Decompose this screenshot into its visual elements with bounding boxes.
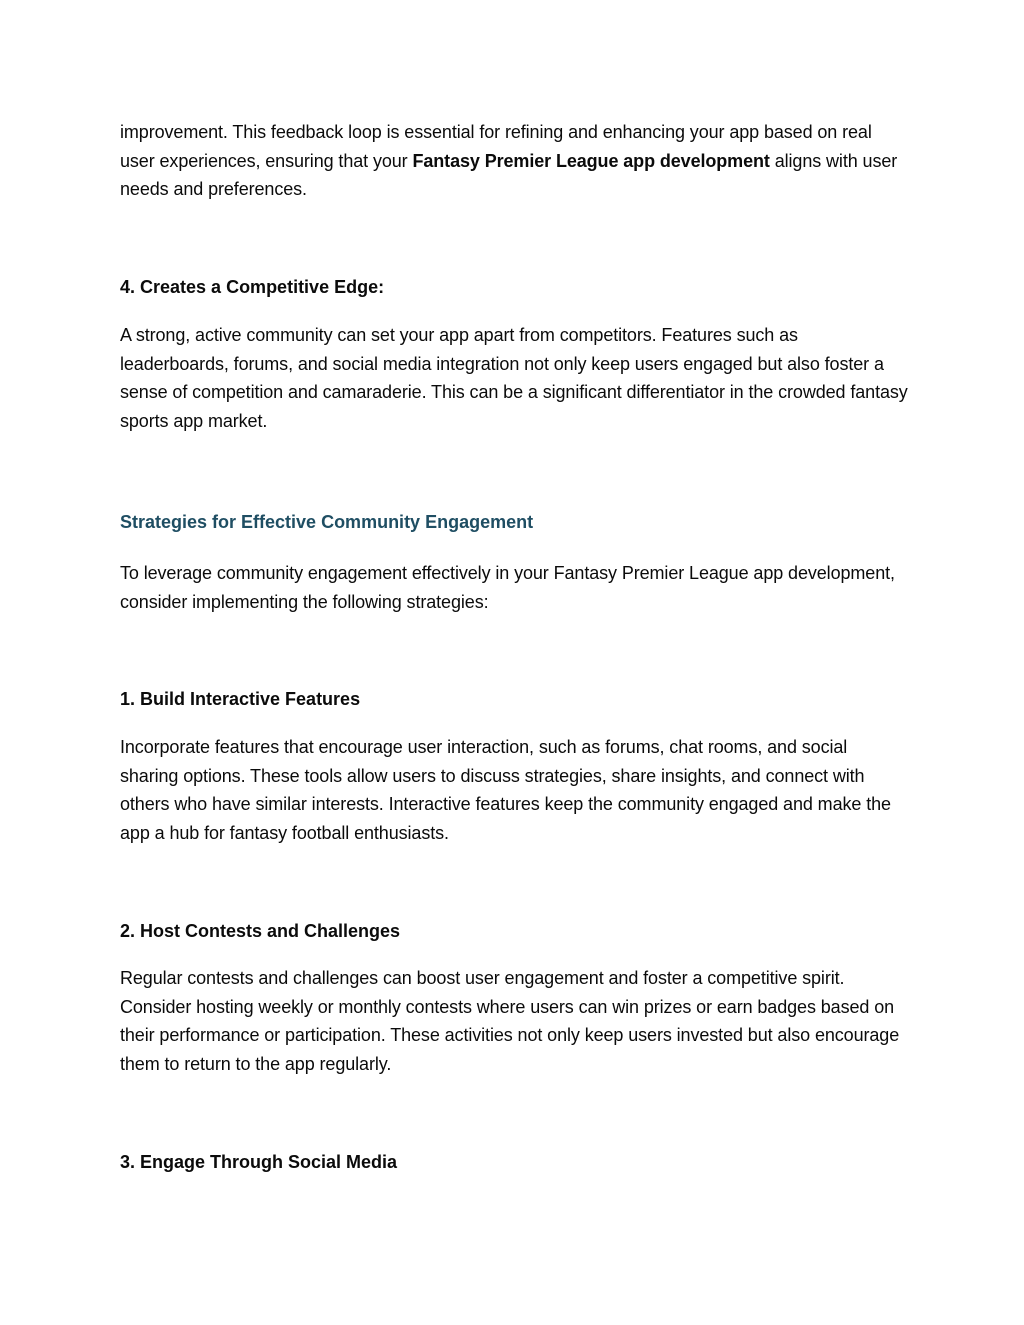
intro-bold-phrase: Fantasy Premier League app development [412, 150, 770, 171]
host-contests-paragraph: Regular contests and challenges can boost user engagement and foster a competitive spirit. Consider hosting weekly or monthly contests where users can win prizes or earn badges based on their performance or participation. These activities not only keep users invested but also encourage them to return to the app regularly. [120, 968, 900, 1074]
host-contests-heading: 2. Host Contests and Challenges [120, 921, 401, 941]
build-interactive-features-heading: 1. Build Interactive Features [120, 689, 361, 709]
competitive-edge-paragraph: A strong, active community can set your app apart from competitors. Features such as leaderboards, forums, and social media integration not only keep users engaged but also foster a sense of competition and camaraderie. This can be a significant differentiator in the crowded fantasy sports app market. [120, 325, 908, 431]
intro-text-end: aligns with user needs and preferences. [120, 150, 898, 199]
intro-paragraph [120, 118, 910, 204]
strategies-section-heading: Strategies for Effective Community Engagement [120, 512, 534, 532]
competitive-edge-heading: 4. Creates a Competitive Edge: [120, 277, 385, 297]
social-media-heading: 3. Engage Through Social Media [120, 1152, 398, 1172]
strategies-intro-paragraph: To leverage community engagement effectively in your Fantasy Premier League app development, consider implementing the following strategies: [120, 563, 895, 612]
build-interactive-features-paragraph: Incorporate features that encourage user interaction, such as forums, chat rooms, and social sharing options. These tools allow users to discuss strategies, share insights, and connect with others who have similar interests. Interactive features keep the community engaged and make the app a hub for fantasy football enthusiasts. [120, 737, 891, 843]
intro-text-start: improvement. This feedback loop is essential for refining and enhancing your app based on real user experiences, ensuring that your [120, 122, 872, 171]
